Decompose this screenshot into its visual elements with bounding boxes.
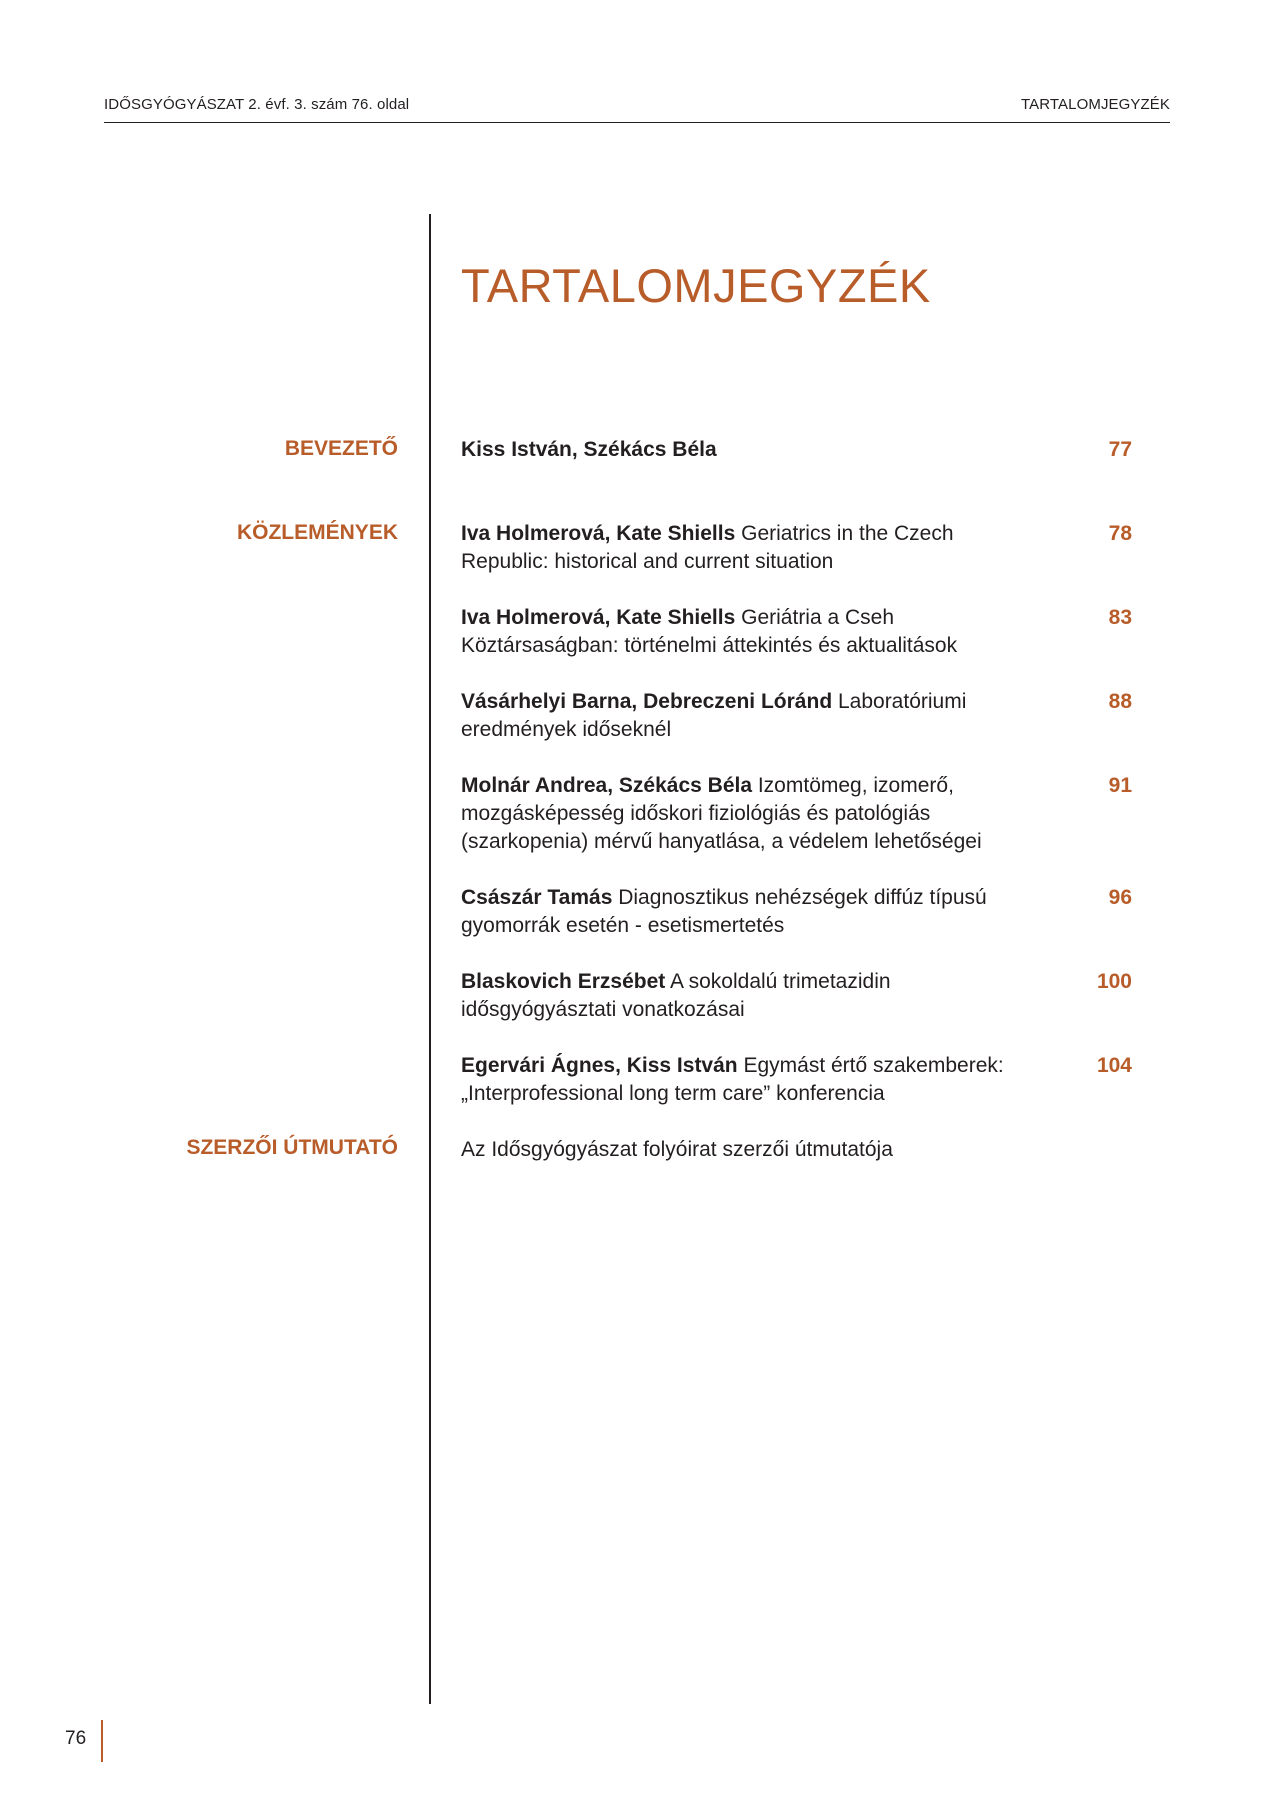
entry-authors: Kiss István, Székács Béla bbox=[461, 438, 717, 461]
toc-entry[interactable] bbox=[461, 688, 1031, 744]
entry-page-number[interactable]: 78 bbox=[1108, 522, 1132, 545]
column-divider bbox=[429, 214, 431, 1704]
entry-title: Laboratóriumi eredmények időseknél bbox=[461, 690, 967, 741]
entry-title: Az Idősgyógyászat folyóirat szerzői útmutatója bbox=[461, 1138, 893, 1161]
entry-title: Egymást értő szakemberek: „Interprofessional long term care” konferencia bbox=[461, 1054, 1004, 1105]
entry-authors: Vásárhelyi Barna, Debreczeni Lóránd bbox=[461, 690, 833, 713]
entry-title: A sokoldalú trimetazidin idősgyógyásztati vonatkozásai bbox=[461, 970, 891, 1021]
entry-authors: Iva Holmerová, Kate Shiells bbox=[461, 606, 736, 629]
entry-authors: Blaskovich Erzsébet bbox=[461, 970, 666, 993]
section-label-kozlemenyek: KÖZLEMÉNYEK bbox=[236, 521, 398, 544]
entry-title: Izomtömeg, izomerő, mozgásképesség időskori fiziológiás és patológiás (szarkopenia) mérvű hanyatlása, a védelem lehetőségei bbox=[461, 774, 982, 853]
entry-page-number[interactable]: 83 bbox=[1108, 606, 1132, 629]
toc-entry[interactable] bbox=[461, 884, 1031, 940]
entry-title: Diagnosztikus nehézségek diffúz típusú gyomorrák esetén - esetismertetés bbox=[461, 886, 987, 937]
entry-authors: Egervári Ágnes, Kiss István bbox=[461, 1054, 738, 1077]
entry-page-number[interactable]: 96 bbox=[1108, 886, 1132, 909]
toc-entry[interactable] bbox=[461, 1136, 1031, 1164]
journal-info: IDŐSGYÓGYÁSZAT 2. évf. 3. szám 76. oldal bbox=[104, 96, 410, 113]
running-header bbox=[104, 94, 1170, 123]
toc-entry[interactable] bbox=[461, 1052, 1031, 1108]
toc-entry[interactable] bbox=[461, 968, 1031, 1024]
section-name: TARTALOMJEGYZÉK bbox=[1020, 96, 1170, 113]
section-label-bevezeto: BEVEZETŐ bbox=[284, 437, 398, 460]
entry-title: Geriátria a Cseh Köztársaságban: történelmi áttekintés és aktualitások bbox=[461, 606, 958, 657]
entry-authors: Iva Holmerová, Kate Shiells bbox=[461, 522, 736, 545]
toc-entry[interactable] bbox=[461, 436, 1031, 464]
entry-authors: Császár Tamás bbox=[461, 886, 613, 909]
entry-authors: Molnár Andrea, Székács Béla bbox=[461, 774, 753, 797]
entry-page-number[interactable]: 104 bbox=[1096, 1054, 1132, 1077]
entry-page-number[interactable]: 100 bbox=[1096, 970, 1132, 993]
footer-accent-bar bbox=[101, 1720, 103, 1762]
entry-page-number[interactable]: 91 bbox=[1108, 774, 1132, 797]
toc-entry[interactable] bbox=[461, 520, 1031, 576]
page-number: 76 bbox=[65, 1728, 87, 1749]
entry-title: Geriatrics in the Czech Republic: historical and current situation bbox=[461, 522, 954, 573]
toc-entry[interactable] bbox=[461, 772, 1031, 856]
entry-page-number[interactable]: 88 bbox=[1108, 690, 1132, 713]
page-title: TARTALOMJEGYZÉK bbox=[461, 259, 931, 312]
toc-entry[interactable] bbox=[461, 604, 1031, 660]
entry-page-number[interactable]: 77 bbox=[1108, 438, 1132, 461]
section-label-szerzoi: SZERZŐI ÚTMUTATÓ bbox=[186, 1136, 398, 1159]
